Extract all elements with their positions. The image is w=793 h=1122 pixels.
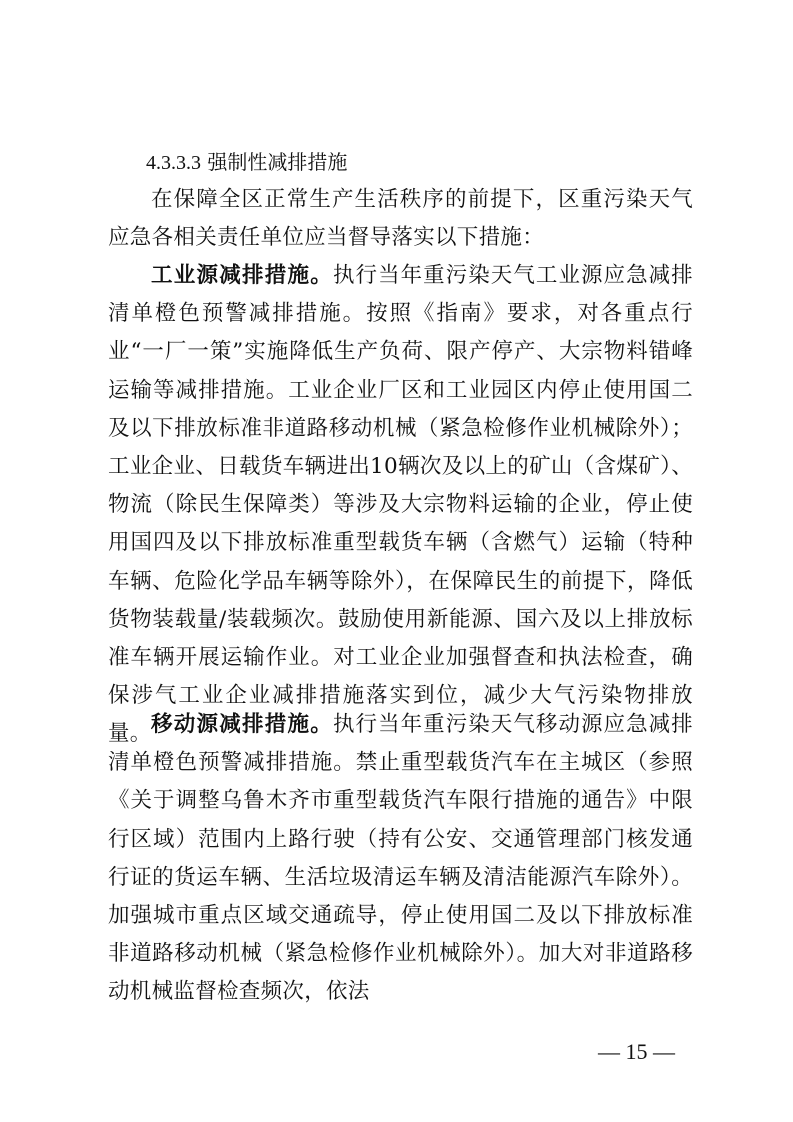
intro-paragraph	[108, 181, 693, 257]
section-heading	[146, 146, 347, 179]
mobile-text: 执行当年重污染天气移动源应急减排清单橙色预警减排措施。禁止重型载货汽车在主城区（参照《关于调整乌鲁木齐市重型载货汽车限行措施的通告》中限行区域）范围内上路行驶（持有公安、交通管理部门核发通行证的货运车辆、生活垃圾清运车辆及清洁能源汽车除外）。加强城市重点区域交通疏导，停止使用国二及以下排放标准非道路移动机械（紧急检修作业机械除外）。加大对非道路移动机械监督检查频次，依法	[108, 712, 693, 1005]
industrial-paragraph	[108, 257, 693, 754]
industrial-label: 工业源减排措施。	[151, 263, 333, 288]
industrial-text: 执行当年重污染天气工业源应急减排清单橙色预警减排措施。按照《指南》要求，对各重点行业“一厂一策”实施降低生产负荷、限产停产、大宗物料错峰运输等减排措施。工业企业厂区和工业园区内停止使用国二及以下排放标准非道路移动机械（紧急检修作业机械除外）；工业企业、日载货车辆进出10辆次及以上的矿山（含煤矿）、物流（除民生保障类）等涉及大宗物料运输的企业，停止使用国四及以下排放标准重型载货车辆（含燃气）运输（特种车辆、危险化学品车辆等除外），在保障民生的前提下，降低货物装载量/装载频次。鼓励使用新能源、国六及以上排放标准车辆开展运输作业。对工业企业加强督查和执法检查，确保涉气工业企业减排措施落实到位，减少大气污染物排放量。	[108, 263, 693, 747]
section-number: 4.3.3.3	[146, 152, 201, 174]
mobile-paragraph-body	[108, 706, 693, 1012]
intro-text: 在保障全区正常生产生活秩序的前提下，区重污染天气应急各相关责任单位应当督导落实以下措施：	[108, 187, 693, 251]
section-title: 强制性减排措施	[207, 150, 348, 174]
mobile-label: 移动源减排措施。	[151, 712, 333, 737]
page-number: — 15 —	[598, 1039, 675, 1064]
industrial-paragraph-body	[108, 257, 693, 754]
mobile-paragraph	[108, 706, 693, 1012]
